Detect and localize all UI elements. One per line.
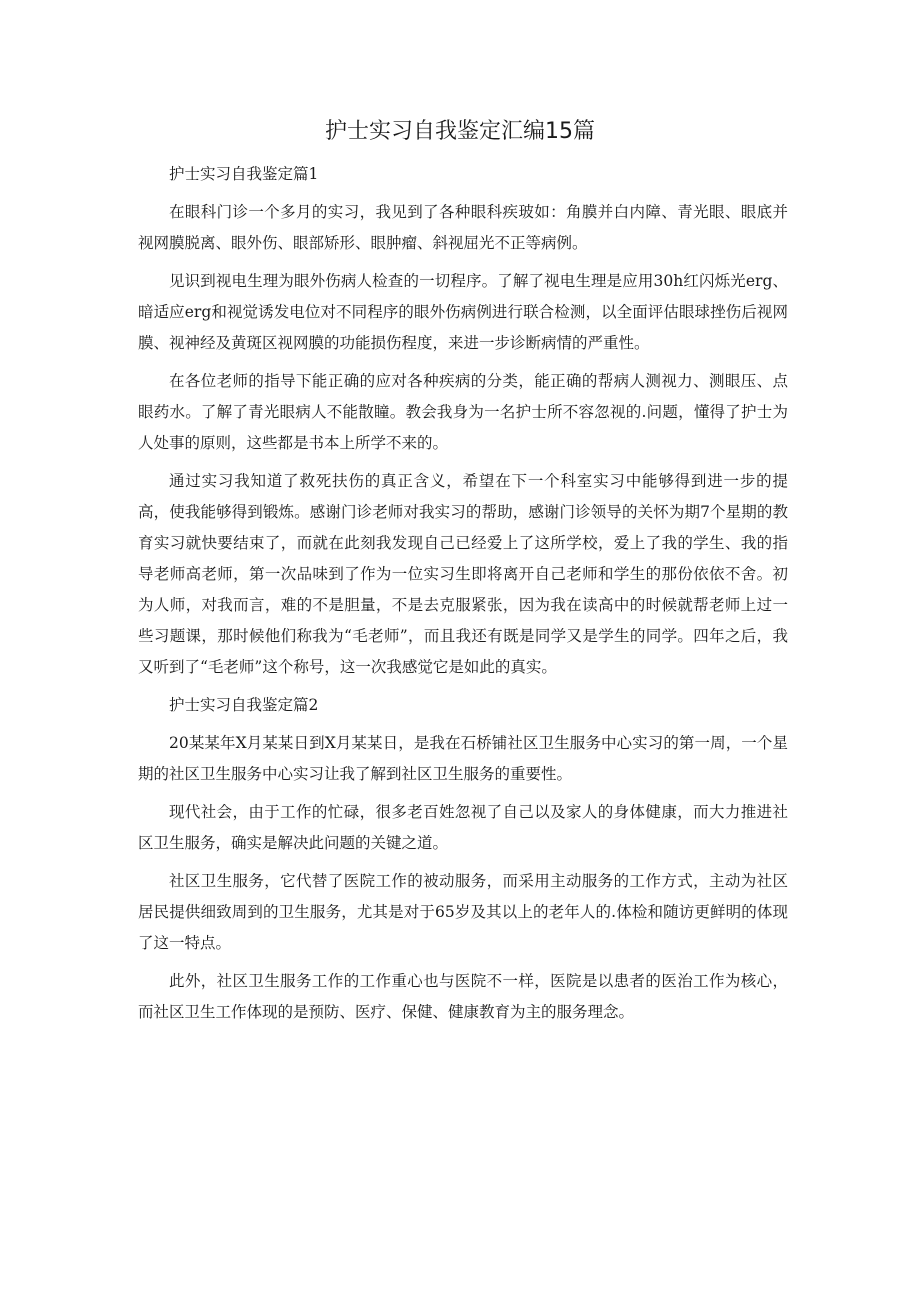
body-paragraph: 通过实习我知道了救死扶伤的真正含义，希望在下一个科室实习中能够得到进一步的提高，使我能够得到锻炼。感谢门诊老师对我实习的帮助，感谢门诊领导的关怀为期7个星期的教育实习就快要结束了，而就在此刻我发现自己已经爱上了这所学校，爱上了我的学生、我的指导老师高老师，第一次品味到了作为一位实习生即将离开自己老师和学生的那份依依不舍。初为人师，对我而言，难的不是胆量，不是去克服紧张，因为我在读高中的时候就帮老师上过一些习题课，那时候他们称我为“毛老师”，而且我还有既是同学又是学生的同学。四年之后，我又听到了“毛老师”这个称号，这一次我感觉它是如此的真实。 [138,472,788,676]
body-paragraph: 此外，社区卫生服务工作的工作重心也与医院不一样，医院是以患者的医治工作为核心，而社区卫生工作体现的是预防、医疗、保健、健康教育为主的服务理念。 [138,972,788,1021]
body-paragraph: 在眼科门诊一个多月的实习，我见到了各种眼科疾玻如：角膜并白内障、青光眼、眼底并视网膜脱离、眼外伤、眼部矫形、眼肿瘤、斜视屈光不正等病例。 [138,203,788,252]
document-title: 护士实习自我鉴定汇编15篇 [325,119,595,144]
document-body [138,159,788,1035]
body-paragraph: 社区卫生服务，它代替了医院工作的被动服务，而采用主动服务的工作方式，主动为社区居民提供细致周到的卫生服务，尤其是对于65岁及其以上的老年人的.体检和随访更鲜明的体现了这一特点。 [138,872,788,952]
body-paragraph: 见识到视电生理为眼外伤病人检查的一切程序。了解了视电生理是应用30h红闪烁光erg、暗适应erg和视觉诱发电位对不同程序的眼外伤病例进行联合检测，以全面评估眼球挫伤后视网膜、视神经及黄斑区视网膜的功能损伤程度，来进一步诊断病情的严重性。 [138,272,788,352]
section-heading: 护士实习自我鉴定篇1 [169,165,319,183]
body-paragraph: 在各位老师的指导下能正确的应对各种疾病的分类，能正确的帮病人测视力、测眼压、点眼药水。了解了青光眼病人不能散瞳。教会我身为一名护士所不容忽视的.问题，懂得了护士为人处事的原则，这些都是书本上所学不来的。 [138,372,788,452]
body-paragraph: 20某某年X月某某日到X月某某日，是我在石桥铺社区卫生服务中心实习的第一周，一个星期的社区卫生服务中心实习让我了解到社区卫生服务的重要性。 [138,734,788,783]
section-heading: 护士实习自我鉴定篇2 [169,696,319,714]
body-paragraph: 现代社会，由于工作的忙碌，很多老百姓忽视了自己以及家人的身体健康，而大力推进社区卫生服务，确实是解决此问题的关键之道。 [138,803,788,852]
